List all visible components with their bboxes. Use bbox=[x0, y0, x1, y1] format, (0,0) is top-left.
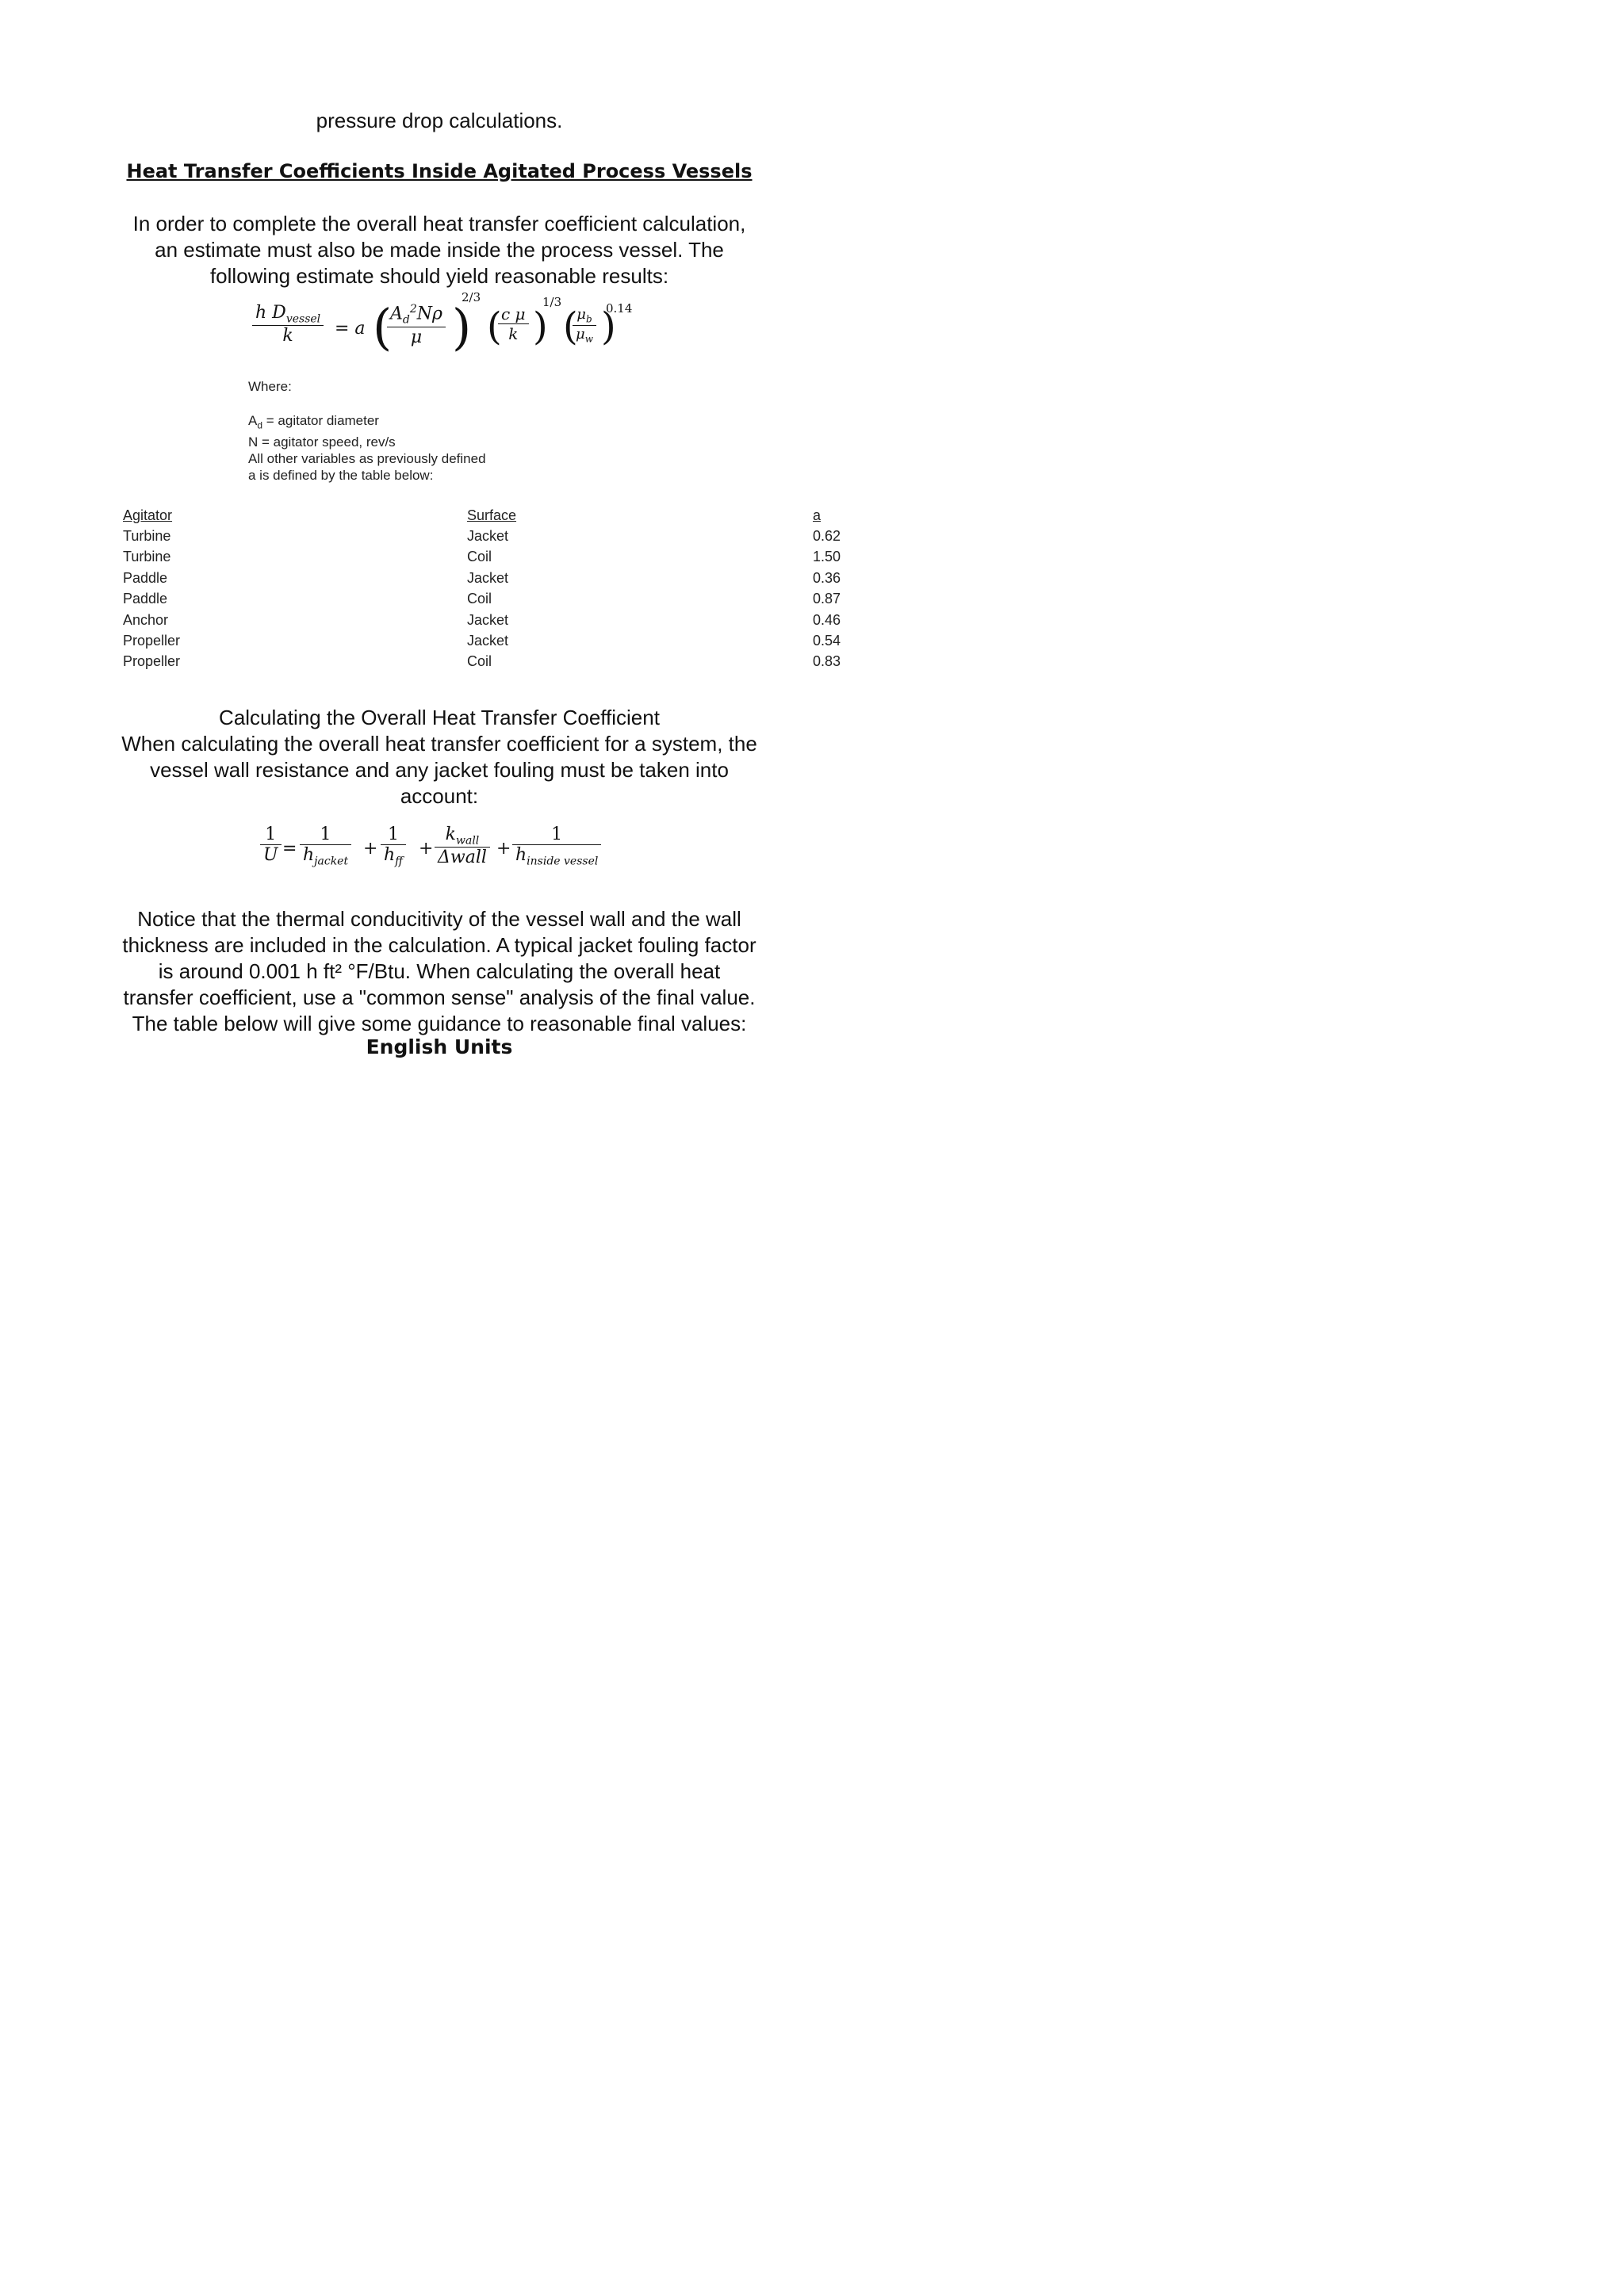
header-a: a bbox=[813, 507, 822, 523]
header-surface: Surface bbox=[467, 507, 517, 523]
where-line: All other variables as previously defined bbox=[248, 451, 486, 467]
section-2-title: Calculating the Overall Heat Transfer Coefficient bbox=[219, 706, 660, 729]
cell-agitator: Paddle bbox=[123, 570, 168, 586]
cell-a: 0.62 bbox=[813, 528, 841, 544]
paragraph-3-line: The table below will give some guidance to reasonable final values: bbox=[132, 1012, 747, 1035]
table-row bbox=[123, 549, 852, 569]
cell-surface: Coil bbox=[467, 549, 492, 564]
where-block bbox=[248, 378, 645, 484]
english-units-label: English Units bbox=[366, 1035, 513, 1058]
paragraph-3 bbox=[0, 906, 879, 1037]
intro-fragment: pressure drop calculations. bbox=[316, 109, 563, 132]
ad-symbol: A bbox=[248, 413, 258, 428]
cell-a: 0.36 bbox=[813, 570, 841, 586]
cell-agitator: Turbine bbox=[123, 549, 171, 564]
table-row bbox=[123, 528, 852, 549]
where-line: N = agitator speed, rev/s bbox=[248, 434, 396, 450]
cell-surface: Jacket bbox=[467, 633, 509, 649]
ad-subscript: d bbox=[257, 419, 263, 431]
paragraph-1-line: In order to complete the overall heat transfer coefficient calculation, bbox=[132, 212, 746, 235]
overall-u-formula: $\frac{1}{U}$ = 1 $h_{jacket}$ + 1 $h_{ff}$ + $k_{wall}$ Δwall + 1 $h_{inside vessel}$ bbox=[260, 825, 633, 888]
cell-surface: Jacket bbox=[467, 570, 509, 586]
cell-agitator: Propeller bbox=[123, 633, 181, 649]
paragraph-1-line: an estimate must also be made inside the process vessel. The bbox=[155, 238, 724, 262]
paragraph-1 bbox=[0, 211, 879, 289]
table-row bbox=[123, 633, 852, 653]
cell-agitator: Anchor bbox=[123, 612, 169, 628]
table-row bbox=[123, 653, 852, 674]
cell-a: 0.46 bbox=[813, 612, 841, 628]
where-label: Where: bbox=[248, 379, 292, 394]
where-ad-line bbox=[248, 412, 645, 434]
cell-surface: Jacket bbox=[467, 528, 509, 544]
cell-a: 0.83 bbox=[813, 653, 841, 669]
cell-surface: Coil bbox=[467, 653, 492, 669]
vessel-heat-transfer-formula: h $D_{vessel}$ k = a ( $\frac{A_d^2N\rho}{\mu}$ ) 2/3 ( $\frac{\text{c μ}}{k}$ ) 1/3 ( $\frac{\mu_b}{\mu_w}$ ) 0.14 bbox=[252, 300, 649, 363]
agitator-table bbox=[123, 507, 852, 678]
section-2-line: vessel wall resistance and any jacket fouling must be taken into bbox=[150, 758, 729, 782]
cell-surface: Coil bbox=[467, 591, 492, 607]
paragraph-3-line: is around 0.001 h ft² °F/Btu. When calculating the overall heat bbox=[158, 959, 721, 983]
header-agitator: Agitator bbox=[123, 507, 173, 523]
section-heading: Heat Transfer Coefficients Inside Agitated Process Vessels bbox=[126, 160, 753, 182]
paragraph-1-line: following estimate should yield reasonable results: bbox=[209, 264, 669, 288]
table-row bbox=[123, 591, 852, 611]
cell-agitator: Paddle bbox=[123, 591, 168, 607]
cell-agitator: Propeller bbox=[123, 653, 181, 669]
ad-definition: = agitator diameter bbox=[262, 413, 379, 428]
paragraph-3-line: thickness are included in the calculation. A typical jacket fouling factor bbox=[122, 933, 756, 957]
paragraph-3-line: Notice that the thermal conducitivity of the vessel wall and the wall bbox=[137, 907, 741, 931]
paragraph-3-line: transfer coefficient, use a "common sense" analysis of the final value. bbox=[123, 985, 756, 1009]
table-row bbox=[123, 612, 852, 633]
cell-a: 0.87 bbox=[813, 591, 841, 607]
section-2 bbox=[0, 705, 879, 809]
cell-surface: Jacket bbox=[467, 612, 509, 628]
table-header-row bbox=[123, 507, 852, 528]
cell-agitator: Turbine bbox=[123, 528, 171, 544]
table-row bbox=[123, 570, 852, 591]
cell-a: 1.50 bbox=[813, 549, 841, 564]
section-2-line: When calculating the overall heat transfer coefficient for a system, the bbox=[121, 732, 757, 756]
where-line: a is defined by the table below: bbox=[248, 468, 434, 484]
cell-a: 0.54 bbox=[813, 633, 841, 649]
section-2-line: account: bbox=[400, 784, 479, 808]
